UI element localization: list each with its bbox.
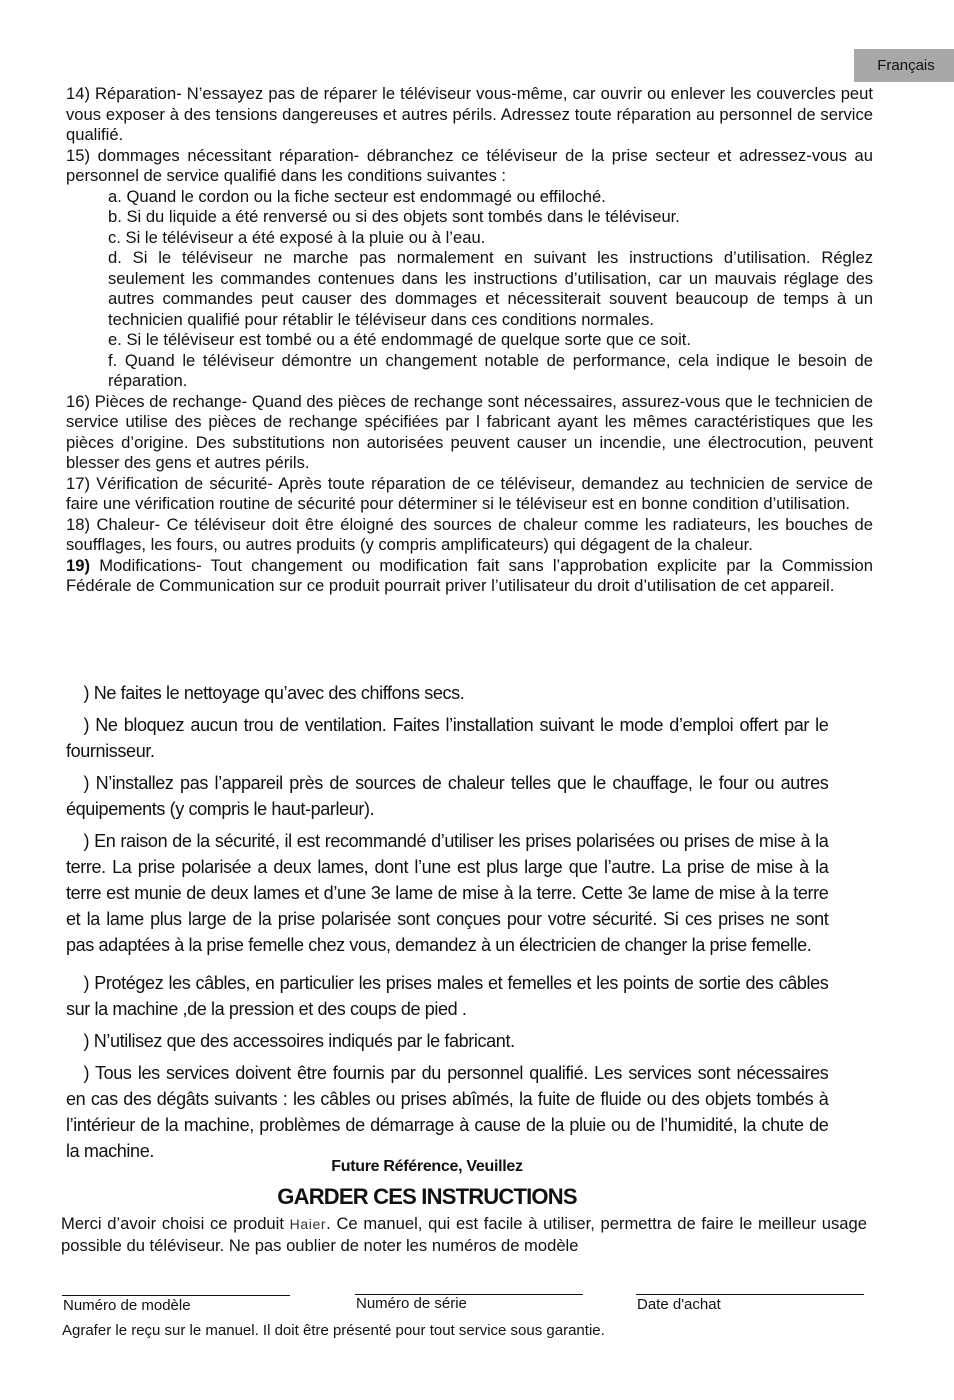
list-item-c: c. Si le téléviseur a été exposé à la pluie ou à l’eau. — [108, 227, 486, 247]
model-number-line — [62, 1295, 290, 1296]
bullet-servicing: ) Tous les services doivent être fournis par du personnel qualifié. Les services sont nécessaires en cas des dégâts suivants : les câbles ou prises abîmés, la fuite de fluide ou des objets tombés à l’intérieur de la machine, problèmes de démarrage à cause de la pluie ou de l’humidité, la chute de la machine. — [66, 1062, 829, 1161]
paragraph-16-parts: 16) Pièces de rechange- Quand des pièces de rechange sont nécessaires, assurez-vous que le technicien de service utilise des pièces de rechange spécifiées par l fabricant ayant les mêmes caractéristiques que les pièces d’origine. Des substitutions non autorisées peuvent causer un incendie, une électrocution, peuvent blesser des gens et autres périls. — [66, 391, 873, 472]
list-item-f: f. Quand le téléviseur démontre un changement notable de performance, cela indique le besoin de réparation. — [108, 350, 873, 390]
thanks-text-end: . Ce manuel, qui est facile à utiliser, permettra de faire le meilleur usage possible du téléviseur. Ne pas oublier de noter les numéros de modèle — [61, 1214, 867, 1255]
list-item-e: e. Si le téléviseur est tombé ou a été endommagé de quelque sorte que ce soit. — [108, 330, 691, 349]
brand-name: Haier — [289, 1216, 327, 1232]
list-item-d: d. Si le téléviseur ne marche pas normalement en suivant les instructions d’utilisation. Réglez seulement les commandes contenues dans les instructions d’utilisation, car un mauvais réglage des autres commandes peut causer des dommages et nécessiterait souvent beaucoup de temps à un technicien qualifié pour rétablir le téléviseur dans ces conditions normales. — [108, 248, 873, 329]
model-number-label: Numéro de modèle — [63, 1297, 191, 1314]
paragraph-19-number: 19) — [66, 555, 90, 575]
paragraph-14-repair: 14) Réparation- N’essayez pas de réparer le téléviseur vous-même, car ouvrir ou enlever les couvercles peut vous exposer à des tensions dangereuses et autres périls. Adressez toute réparation au personnel de service qualifié. — [66, 84, 873, 144]
future-reference-label: Future Référence, Veuillez — [331, 1158, 523, 1175]
bullet-heat-sources: ) N’installez pas l’appareil près de sources de chaleur telles que le chauffage, le four ou autres équipements (y compris le haut-parleur). — [66, 772, 829, 819]
safety-section-bullets — [66, 680, 828, 1164]
serial-number-label: Numéro de série — [356, 1295, 467, 1312]
bullet-ventilation: ) Ne bloquez aucun trou de ventilation. Faites l’installation suivant le mode d’emploi offert par le fournisseur. — [66, 714, 829, 761]
language-tab: Français — [854, 49, 954, 82]
paragraph-17-safety-check: 17) Vérification de sécurité- Après toute réparation de ce téléviseur, demandez au technicien de service de faire une vérification routine de sécurité pour déterminer si le téléviseur est en bonne condition d’utilisation. — [66, 473, 873, 513]
bullet-cables: ) Protégez les câbles, en particulier les prises males et femelles et les points de sortie des câbles sur la machine ,de la pression et des coups de pied . — [66, 972, 829, 1019]
paragraph-19-text: Modifications- Tout changement ou modification fait sans l’approbation explicite par la Commission Fédérale de Communication sur ce produit pourrait priver l’utilisateur du droit d’utilisation de cet appareil. — [66, 555, 873, 595]
list-item-a: a. Quand le cordon ou la fiche secteur est endommagé ou effiloché. — [108, 186, 606, 206]
thank-you-paragraph — [61, 1213, 867, 1256]
thanks-text-start: Merci d’avoir choisi ce produit — [61, 1214, 290, 1233]
paragraph-19-modifications — [66, 556, 873, 597]
bullet-grounding: ) En raison de la sécurité, il est recommandé d’utiliser les prises polarisées ou prises de mise à la terre. La prise polarisée a deux lames, dont l’une est plus large que l’autre. La prise de mise à la terre est munie de deux lames et d’une 3e lame de mise à la terre. Cette 3e lame de mise à la terre et la lame plus large de la prise polarisée sont conçues pour votre sécurité. Si ces prises ne sont pas adaptées à la prise femelle chez vous, demandez à un électricien de changer la prise femelle. — [66, 830, 829, 955]
bullet-accessories: ) N’utilisez que des accessoires indiqués par le fabricant. — [83, 1030, 515, 1051]
receipt-note: Agrafer le reçu sur le manuel. Il doit être présenté pour tout service sous garantie. — [62, 1322, 605, 1339]
safety-section-numbered — [66, 84, 873, 597]
paragraph-18-heat: 18) Chaleur- Ce téléviseur doit être éloigné des sources de chaleur comme les radiateurs, les bouches de soufflages, les fours, ou autres produits (y compris amplificateurs) qui dégagent de la chaleur. — [66, 514, 873, 554]
list-item-b: b. Si du liquide a été renversé ou si des objets sont tombés dans le téléviseur. — [108, 207, 680, 226]
paragraph-15-damage: 15) dommages nécessitant réparation- débranchez ce téléviseur de la prise secteur et adressez-vous au personnel de service qualifié dans les conditions suivantes : — [66, 145, 873, 185]
keep-instructions-heading: GARDER CES INSTRUCTIONS — [277, 1184, 577, 1209]
purchase-date-line — [636, 1294, 864, 1295]
bullet-cleaning: ) Ne faites le nettoyage qu’avec des chiffons secs. — [83, 682, 465, 703]
purchase-date-label: Date d'achat — [637, 1296, 721, 1313]
